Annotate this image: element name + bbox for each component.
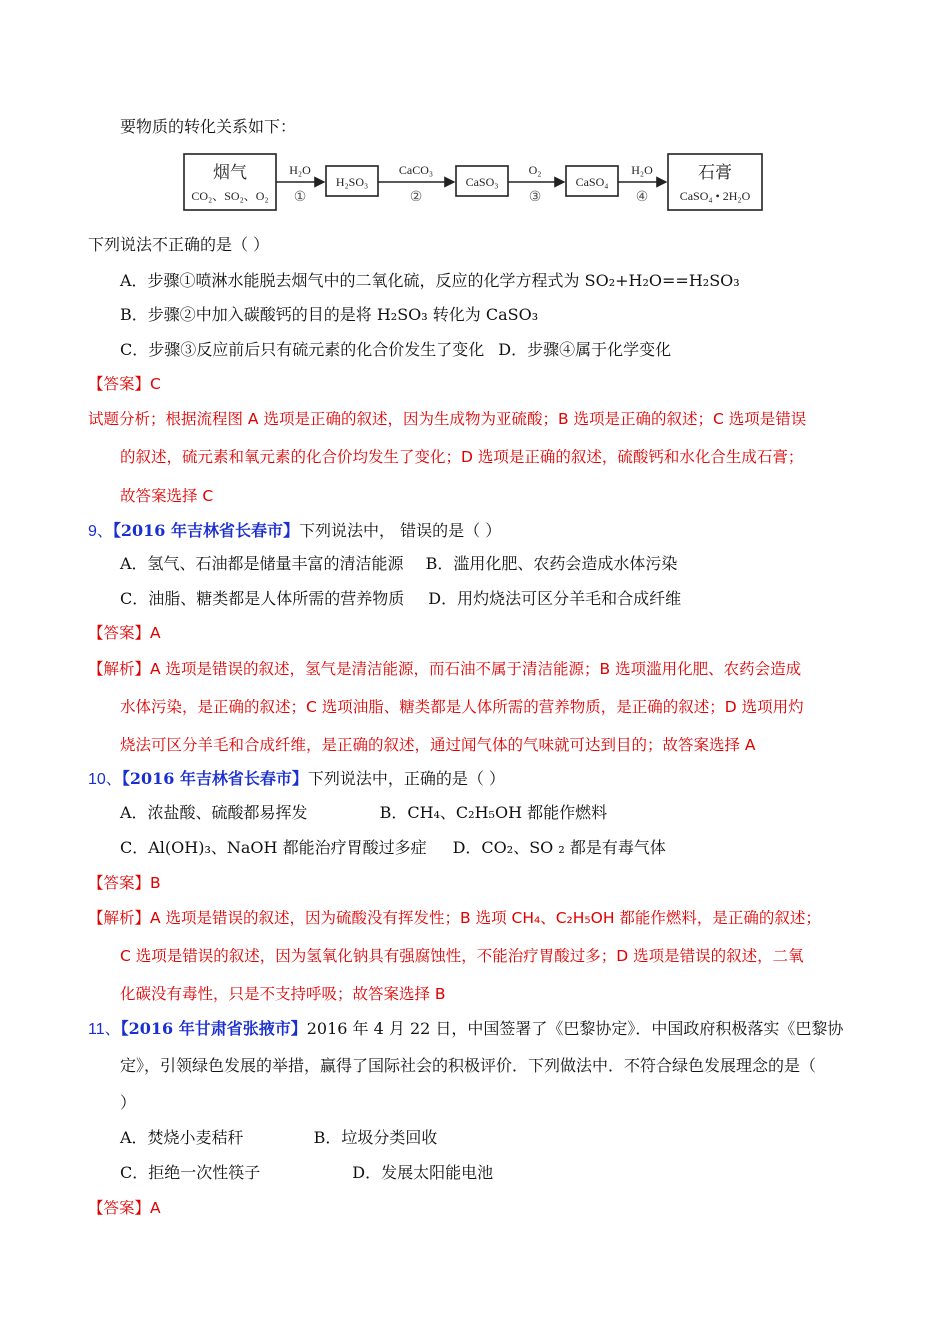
q9-option-d: D．用灼烧法可区分羊毛和合成纤维 (428, 589, 682, 608)
q11-option-a: A．焚烧小麦秸秆 (120, 1128, 244, 1147)
q10-answer (88, 872, 161, 894)
q8-option-b: B．步骤②中加入碳酸钙的目的是将 H₂SO₃ 转化为 CaSO₃ (120, 305, 539, 324)
q9-analysis-line1 (88, 658, 801, 680)
q10-analysis-line3: 化碳没有毒性，只是不支持呼吸；故答案选择 B (120, 985, 446, 1003)
flow-box5-sub: CaSO₄ • 2H₂O (679, 189, 751, 203)
flow-step3-num: ③ (528, 190, 542, 205)
q11-answer-value: A (150, 1199, 161, 1217)
q9-options-row1 (120, 553, 677, 575)
q8-answer-label: 【答案】 (88, 375, 151, 393)
q9-option-c: C．油脂、糖类都是人体所需的营养物质 (120, 589, 405, 608)
q10-header (88, 768, 505, 791)
q11-options-row1 (120, 1127, 437, 1149)
q11-stem-line1: 2016 年 4 月 22 日，中国签署了《巴黎协定》．中国政府积极落实《巴黎协 (306, 1019, 844, 1038)
q9-option-b: B．滥用化肥、农药会造成水体污染 (425, 554, 678, 573)
q10-analysis-label: 【解析】 (88, 909, 151, 927)
q10-options-row1 (120, 802, 607, 824)
q9-option-a: A．氢气、石油都是储量丰富的清洁能源 (120, 554, 404, 573)
q10-option-a: A．浓盐酸、硫酸都易挥发 (120, 803, 308, 822)
q11-source: 【2016 年甘肃省张掖市】 (120, 1019, 307, 1038)
q10-analysis-line2: C 选项是错误的叙述，因为氢氧化钠具有强腐蚀性，不能治疗胃酸过多；D 选项是错误的叙述，二氧 (120, 947, 804, 965)
q10-stem: 下列说法中，正确的是（ ） (307, 769, 506, 788)
q9-analysis-text1: A 选项是错误的叙述，氢气是清洁能源，而石油不属于清洁能源；B 选项滥用化肥、农药会造成 (150, 660, 802, 678)
q8-option-c: C．步骤③反应前后只有硫元素的化合价发生了变化 (120, 340, 485, 359)
flow-box1-title: 烟气 (213, 163, 247, 182)
q8-stem: 下列说法不正确的是（ ） (88, 235, 270, 254)
q8-analysis-line3: 故答案选择 C (120, 487, 214, 505)
flow-box2-text: H₂SO₃ (335, 175, 369, 189)
q9-analysis-label: 【解析】 (88, 660, 151, 678)
q9-analysis-line3: 烧法可区分羊毛和合成纤维，是正确的叙述，通过闻气体的气味就可达到目的；故答案选择 A (120, 736, 756, 754)
q8-option-cd (120, 339, 671, 361)
q8-answer-value: C (150, 375, 161, 393)
flow-box3-text: CaSO₃ (465, 175, 499, 189)
q11-header (88, 1018, 843, 1041)
q11-stem-line3: ） (120, 1093, 137, 1112)
q8-option-a: A．步骤①喷淋水能脱去烟气中的二氧化硫，反应的化学方程式为 SO₂+H₂O==H₂SO₃ (120, 271, 740, 290)
q8-answer (88, 373, 161, 395)
q10-analysis-text1: A 选项是错误的叙述，因为硫酸没有挥发性；B 选项 CH₄、C₂H₅OH 都能作燃料，是正确的叙述； (150, 909, 821, 927)
q8-analysis-line1: 试题分析；根据流程图 A 选项是正确的叙述，因为生成物为亚硫酸；B 选项是正确的叙述；C 选项是错误 (88, 410, 807, 428)
q9-header (88, 520, 501, 543)
q11-option-c: C．拒绝一次性筷子 (120, 1163, 261, 1182)
flow-step4-reagent: H₂O (631, 163, 653, 177)
q11-option-d: D．发展太阳能电池 (352, 1163, 494, 1182)
q10-number: 10、 (88, 771, 122, 788)
flow-box4-text: CaSO₄ (575, 175, 609, 189)
q11-option-b: B．垃圾分类回收 (313, 1128, 438, 1147)
flow-box1-sub: CO₂、SO₂、O₂ (191, 189, 269, 203)
q10-option-c: C．Al(OH)₃、NaOH 都能治疗胃酸过多症 (120, 838, 427, 857)
q8-option-d: D．步骤④属于化学变化 (498, 340, 672, 359)
q9-number: 9、 (88, 523, 113, 540)
intro-text: 要物质的转化关系如下： (120, 117, 297, 136)
q10-answer-value: B (150, 874, 161, 892)
q11-stem-line2: 定》，引领绿色发展的举措，赢得了国际社会的积极评价．下列做法中．不符合绿色发展理念的是（ (120, 1056, 817, 1075)
flow-box5-title: 石膏 (698, 163, 732, 182)
flow-step2-num: ② (409, 190, 423, 205)
flow-step2-reagent: CaCO₃ (398, 163, 434, 177)
q9-options-row2 (120, 588, 681, 610)
q9-source: 【2016 年吉林省长春市】 (112, 521, 300, 540)
flow-step1-num: ① (293, 190, 307, 205)
q11-answer (88, 1197, 161, 1219)
q8-analysis-line2: 的叙述，硫元素和氧元素的化合价均发生了变化；D 选项是正确的叙述，硫酸钙和水化合生成石膏； (120, 448, 804, 466)
q9-analysis-line2: 水体污染，是正确的叙述；C 选项油脂、糖类都是人体所需的营养物质，是正确的叙述；D 选项用灼 (120, 698, 804, 716)
q10-answer-label: 【答案】 (88, 874, 151, 892)
q11-answer-label: 【答案】 (88, 1199, 151, 1217)
flow-step1-reagent: H₂O (289, 163, 311, 177)
flow-step3-reagent: O₂ (528, 163, 542, 177)
q10-options-row2 (120, 837, 666, 859)
q9-answer (88, 622, 161, 644)
q9-stem: 下列说法中， 错误的是（ ） (299, 521, 502, 540)
q11-options-row2 (120, 1162, 493, 1184)
q11-number: 11、 (88, 1021, 121, 1038)
q10-option-b: B．CH₄、C₂H₅OH 都能作燃料 (379, 803, 608, 822)
process-flow-diagram (180, 150, 770, 214)
q9-answer-label: 【答案】 (88, 624, 151, 642)
flow-step4-num: ④ (635, 190, 649, 205)
q10-option-d: D．CO₂、SO ₂ 都是有毒气体 (452, 838, 666, 857)
q10-source: 【2016 年吉林省长春市】 (121, 769, 308, 788)
q9-answer-value: A (150, 624, 161, 642)
q10-analysis-line1 (88, 907, 821, 929)
